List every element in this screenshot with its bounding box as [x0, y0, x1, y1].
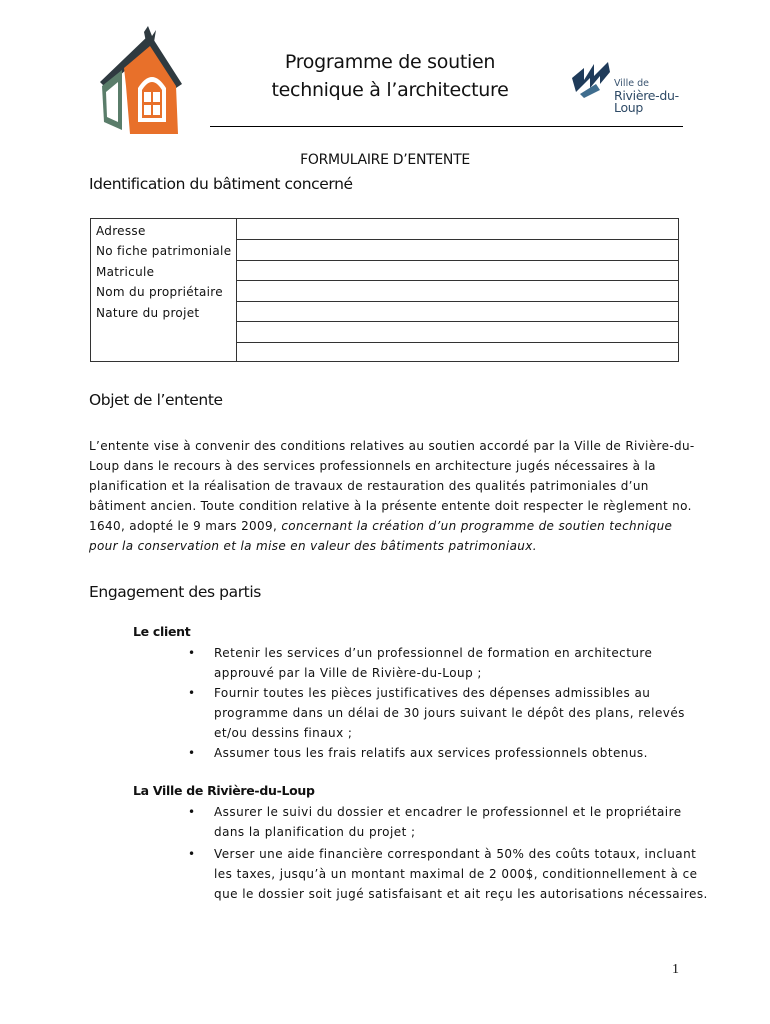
logo-text [614, 78, 696, 114]
section-heading-engagement: Engagement des partis [89, 583, 261, 601]
paragraph-line: L’entente vise à convenir des conditions relatives au soutien accordé par la Ville de Rivière-du- [89, 439, 695, 453]
row-divider [236, 239, 678, 240]
bullet-icon: • [188, 847, 196, 861]
bullet-line: Fournir toutes les pièces justificatives des dépenses admissibles au [214, 686, 651, 700]
title-underline [210, 126, 683, 127]
paragraph-line: planification et la réalisation de travaux de restauration des qualités patrimoniales d’un [89, 479, 649, 493]
bullet-line: Retenir les services d’un professionnel de formation en architecture [214, 646, 653, 660]
paragraph-line-text: 1640, adopté le 9 mars 2009, [89, 519, 282, 533]
logo-text-small: Ville de [614, 78, 649, 89]
paragraph-line [89, 516, 689, 536]
bullet-line: Verser une aide financière correspondant à 50% des coûts totaux, incluant [214, 847, 697, 861]
page-number: 1 [672, 962, 679, 977]
ville-riviere-du-loup-logo [568, 46, 696, 115]
field-label-fiche: No fiche patrimoniale [96, 244, 232, 258]
document-title [210, 48, 570, 104]
bullet-item [188, 743, 648, 763]
row-divider [236, 321, 678, 322]
row-divider [236, 280, 678, 281]
row-divider [236, 301, 678, 302]
bullet-line: approuvé par la Ville de Rivière-du-Loup ; [214, 666, 482, 680]
heritage-house-logo [92, 22, 188, 138]
column-separator [236, 219, 237, 361]
bullet-icon: • [188, 646, 196, 660]
row-divider [236, 260, 678, 261]
bullet-line: Assumer tous les frais relatifs aux services professionnels obtenus. [214, 746, 648, 760]
city-mark-icon [570, 54, 612, 98]
paragraph-line: bâtiment ancien. Toute condition relative à la présente entente doit respecter le règlement no. [89, 499, 692, 513]
field-label-nature: Nature du projet [96, 306, 200, 320]
bullet-line: dans la planification du projet ; [214, 825, 416, 839]
paragraph-line: Loup dans le recours à des services professionnels en architecture jugés nécessaires à la [89, 459, 656, 473]
title-line-1: Programme de soutien [284, 51, 496, 73]
title-line-2: technique à l’architecture [271, 79, 509, 101]
field-label-adresse: Adresse [96, 224, 146, 238]
paragraph-line [89, 536, 689, 556]
bullet-line: et/ou dessins finaux ; [214, 726, 353, 740]
bullet-item [188, 643, 652, 683]
bullet-line: les taxes, jusqu’à un montant maximal de 2 000$, conditionnellement à ce [214, 867, 698, 881]
bullet-icon: • [188, 686, 196, 700]
form-title: FORMULAIRE D’ENTENTE [300, 152, 470, 168]
logo-text-big: Rivière-du-Loup [614, 88, 679, 115]
bullet-line: que le dossier soit jugé satisfaisant et ait reçu les autorisations nécessaires. [214, 887, 708, 901]
bullet-item [188, 844, 708, 904]
bullet-icon: • [188, 805, 196, 819]
bullet-line: Assurer le suivi du dossier et encadrer le professionnel et le propriétaire [214, 805, 682, 819]
regulation-title-italic: pour la conservation et la mise en valeur des bâtiments patrimoniaux. [89, 539, 537, 553]
subheading-ville: La Ville de Rivière-du-Loup [133, 783, 315, 798]
field-label-proprietaire: Nom du propriétaire [96, 285, 223, 299]
building-identification-table [90, 218, 679, 362]
subheading-client: Le client [133, 624, 191, 639]
bullet-icon: • [188, 746, 196, 760]
bullet-item [188, 683, 685, 743]
bullet-line: programme dans un délai de 30 jours suivant le dépôt des plans, relevés [214, 706, 685, 720]
field-label-matricule: Matricule [96, 265, 155, 279]
section-heading-identification: Identification du bâtiment concerné [89, 175, 353, 193]
bullet-item [188, 802, 682, 842]
regulation-title-italic: concernant la création d’un programme de soutien technique [281, 519, 673, 533]
objet-paragraph [89, 436, 695, 556]
row-divider [236, 342, 678, 343]
section-heading-objet: Objet de l’entente [89, 391, 223, 409]
